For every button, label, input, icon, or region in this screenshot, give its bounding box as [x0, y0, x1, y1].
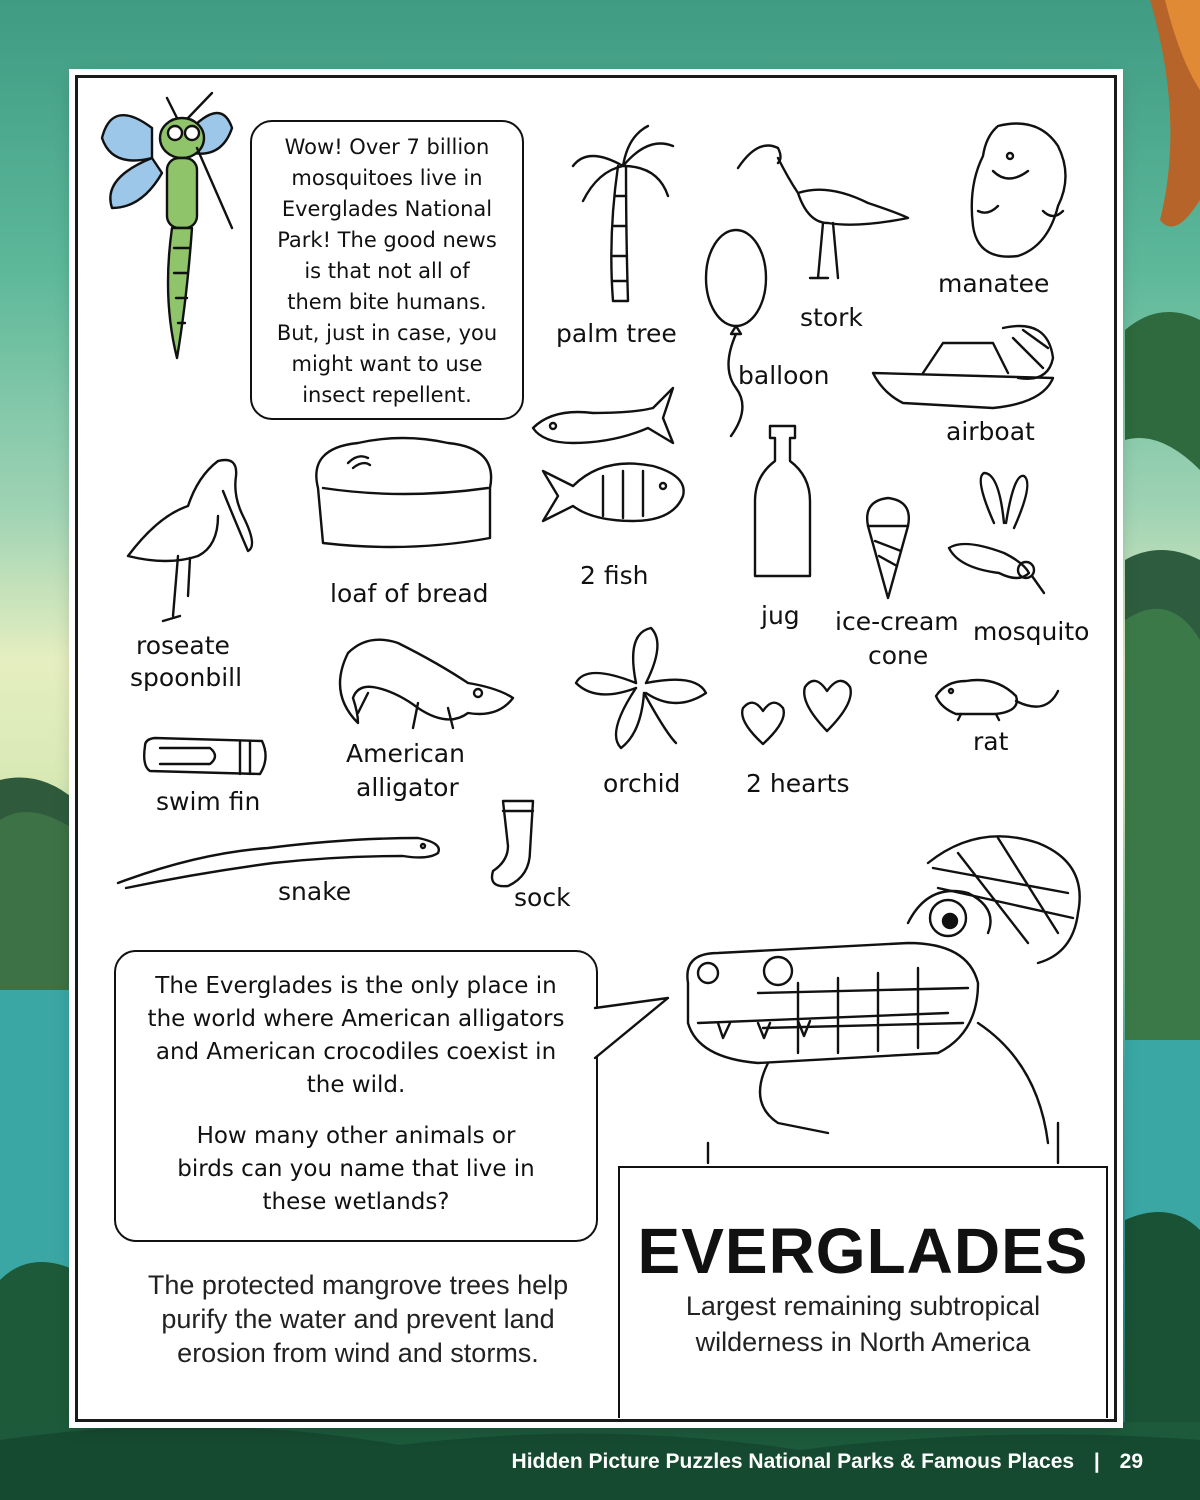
two-hearts-label: 2 hearts [746, 769, 850, 798]
airboat-icon [873, 318, 1063, 418]
fact-line: the world where American alligators [147, 1006, 565, 1032]
ice-cream-cone-icon [863, 496, 913, 601]
page-number: 29 [1119, 1450, 1143, 1473]
snake-label: snake [278, 877, 352, 906]
spoonbill-label: spoonbill [130, 663, 243, 692]
sock-icon [488, 796, 543, 891]
jug-icon [750, 426, 815, 581]
palm-tree-label: palm tree [556, 319, 677, 348]
subtitle-line: wilderness in North America [695, 1327, 1031, 1357]
note-line: purify the water and prevent land [161, 1304, 555, 1334]
fact-line: the wild. [306, 1072, 406, 1098]
fish-icon [533, 388, 673, 448]
balloon-icon [701, 228, 771, 438]
swim-fin-icon [140, 736, 270, 776]
ice-cream-label: ice-cream [835, 607, 959, 636]
airboat-label: airboat [946, 417, 1035, 446]
heart-icon [738, 696, 788, 746]
puzzle-panel [75, 75, 1117, 1422]
manatee-label: manatee [938, 269, 1050, 298]
question-line: birds can you name that live in [177, 1156, 535, 1182]
bubble-line: mosquitoes live in [291, 166, 483, 190]
sock-label: sock [514, 883, 571, 912]
fact-line: and American crocodiles coexist in [155, 1039, 557, 1065]
mosquito-character-drawing [92, 98, 252, 378]
mosquito-label: mosquito [973, 617, 1090, 646]
page-footer [0, 1442, 1200, 1482]
bubble-line: insect repellent. [302, 383, 472, 407]
jug-label: jug [761, 601, 800, 630]
footer-separator: | [1093, 1450, 1100, 1473]
roseate-spoonbill-icon [118, 456, 268, 626]
mosquito-icon [944, 468, 1054, 598]
mosquito-speech-bubble [250, 120, 524, 420]
bubble-tail [593, 998, 673, 1078]
sign-subtitle [620, 1288, 1106, 1360]
bubble-line: But, just in case, you [276, 321, 498, 345]
american-alligator-icon [328, 633, 518, 743]
orchid-icon [566, 623, 711, 753]
bubble-line: Park! The good news [277, 228, 497, 252]
bubble-line: them bite humans. [287, 290, 487, 314]
orchid-label: orchid [603, 769, 681, 798]
two-fish-label: 2 fish [580, 561, 649, 590]
note-line: The protected mangrove trees help [147, 1270, 569, 1300]
rat-label: rat [973, 727, 1009, 756]
book-title: Hidden Picture Puzzles National Parks & Famous Places [511, 1450, 1075, 1473]
fact-line: The Everglades is the only place in [155, 973, 557, 999]
palm-tree-icon [568, 126, 678, 306]
note-line: erosion from wind and storms. [177, 1338, 539, 1368]
bubble-line: Everglades National [281, 197, 493, 221]
rat-icon [936, 676, 1061, 721]
bubble-line: Wow! Over 7 billion [284, 135, 490, 159]
manatee-icon [958, 116, 1078, 261]
fish-icon [543, 456, 688, 531]
balloon-label: balloon [738, 361, 830, 390]
alligator-label: alligator [356, 773, 459, 802]
question-line: How many other animals or [196, 1123, 516, 1149]
sign-title: EVERGLADES [637, 1215, 1089, 1287]
cone-label: cone [868, 641, 929, 670]
question-line: these wetlands? [262, 1189, 450, 1215]
swim-fin-label: swim fin [156, 787, 261, 816]
stork-label: stork [800, 303, 863, 332]
subtitle-line: Largest remaining subtropical [685, 1291, 1041, 1321]
loaf-of-bread-label: loaf of bread [330, 579, 489, 608]
american-label: American [346, 739, 465, 768]
mangrove-note [98, 1268, 618, 1370]
bubble-line: is that not all of [304, 259, 470, 283]
loaf-of-bread-icon [308, 438, 498, 553]
alligator-speech-bubble [114, 950, 598, 1242]
alligator-character-drawing [678, 823, 1108, 1173]
bubble-line: might want to use [291, 352, 483, 376]
roseate-label: roseate [136, 631, 230, 660]
everglades-sign [618, 1166, 1108, 1418]
heart-icon [800, 673, 855, 733]
